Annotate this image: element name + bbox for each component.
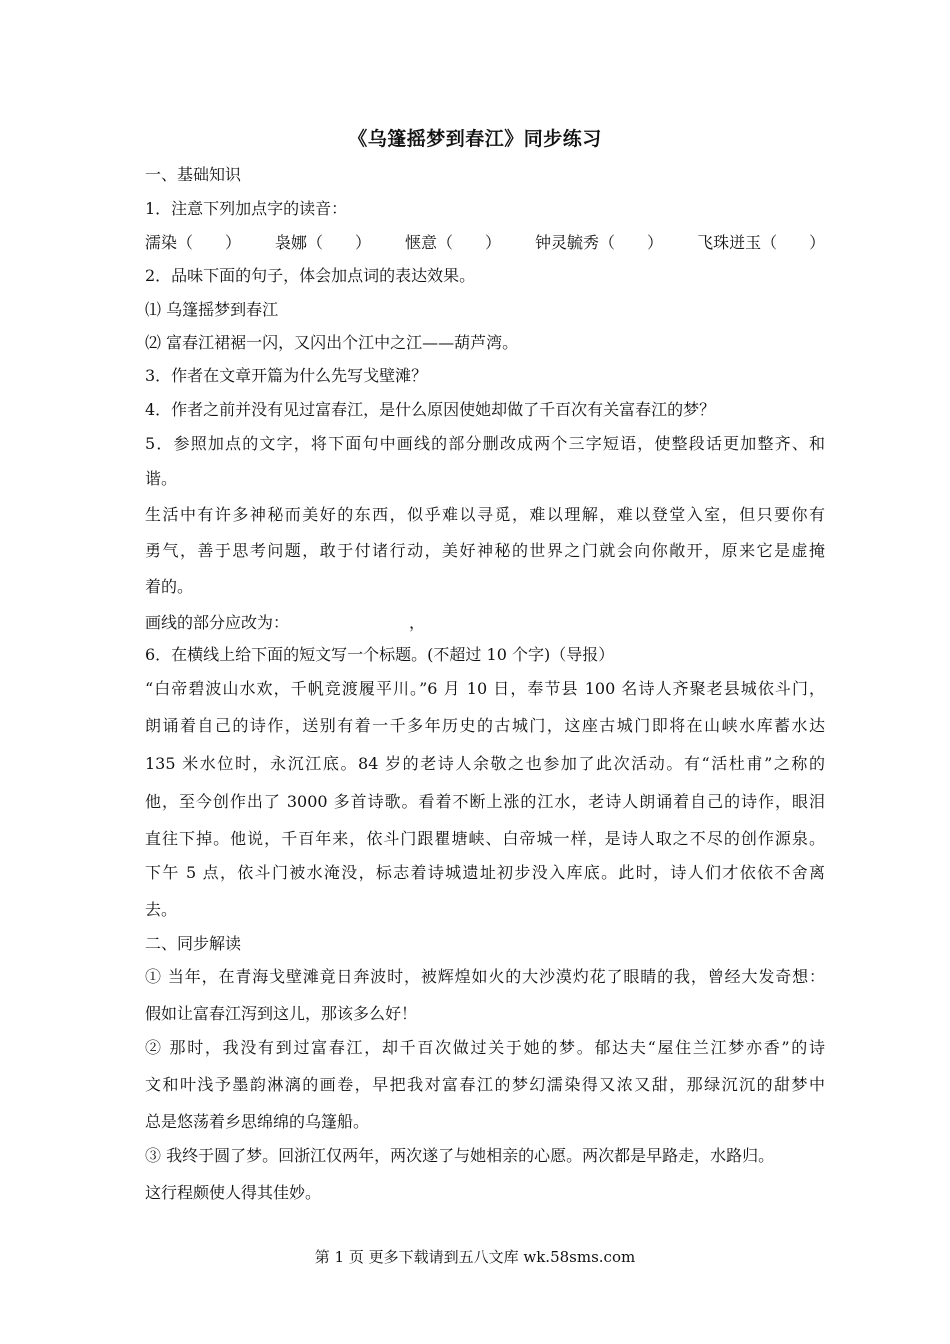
section-heading-reading: 二、同步解读 [145,934,242,953]
page-footer: 第 1 页 更多下载请到五八文库 wk.58sms.com [314,1248,636,1266]
question-6-passage: “白帝碧波山水欢，千帆竞渡履平川。”6 月 10 日，奉节县 100 名诗人齐聚老县城依斗门， [145,679,825,698]
question-2: 2．品味下面的句子，体会加点词的表达效果。 [145,266,476,285]
reading-paragraph-2: ② 那时，我没有到过富春江，却千百次做过关于她的梦。郁达夫“屋住兰江梦亦香”的诗 [145,1038,825,1057]
reading-paragraph-2: 总是悠荡着乡思绵绵的乌篷船。 [145,1112,370,1131]
question-5-passage: 着的。 [145,577,194,596]
question-1-items [145,230,825,253]
reading-item: 濡染（ ） [145,233,242,252]
question-6-passage: 朗诵着自己的诗作，送别有着一千多年历史的古城门，这座古城门即将在山峡水库蓄水达 [145,716,825,735]
reading-item: 飞珠迸玉（ ） [697,233,826,252]
question-4: 4．作者之前并没有见过富春江，是什么原因使她却做了千百次有关富春江的梦？ [145,400,716,419]
page-title: 《乌篷摇梦到春江》同步练习 [348,128,602,150]
question-3: 3．作者在文章开篇为什么先写戈壁滩？ [145,366,428,385]
reading-item: 惬意（ ） [405,233,502,252]
section-heading-basics: 一、基础知识 [145,165,242,184]
question-5-passage: 生活中有许多神秘而美好的东西，似乎难以寻觅，难以理解，难以登堂入室，但只要你有 [145,505,825,524]
question-5-passage: 勇气，善于思考问题，敢于付诸行动，美好神秘的世界之门就会向你敞开，原来它是虚掩 [145,541,825,560]
reading-paragraph-3: ③ 我终于圆了梦。回浙江仅两年，两次遂了与她相亲的心愿。两次都是早路走，水路归。 [145,1146,775,1165]
question-6: 6．在横线上给下面的短文写一个标题。(不超过 10 个字)（导报） [145,645,615,664]
reading-paragraph-1: 假如让富春江泻到这儿，那该多么好！ [145,1004,418,1023]
question-6-passage: 下午 5 点，依斗门被水淹没，标志着诗城遗址初步没入库底。此时，诗人们才依依不舍离 [145,863,825,882]
question-6-passage: 去。 [145,900,178,919]
question-5: 5．参照加点的文字，将下面句中画线的部分删改成两个三字短语，使整段话更加整齐、和 [145,434,825,453]
question-5-cont: 谐。 [145,469,178,488]
question-6-passage: 直往下掉。他说，千百年来，依斗门跟瞿塘峡、白帝城一样，是诗人取之不尽的创作源泉。 [145,829,825,848]
question-6-passage: 他，至今创作出了 3000 多首诗歌。看着不断上涨的江水，老诗人朗诵着自己的诗作，眼泪 [145,792,825,811]
reading-paragraph-1: ① 当年，在青海戈壁滩竟日奔波时，被辉煌如火的大沙漠灼花了眼睛的我，曾经大发奇想： [145,967,825,986]
reading-item: 袅娜（ ） [275,233,372,252]
question-5-answer: 画线的部分应改为： ， [145,613,426,632]
reading-item: 钟灵毓秀（ ） [535,233,664,252]
question-6-passage: 135 米水位时，永沉江底。84 岁的老诗人余敬之也参加了此次活动。有“活杜甫”之称的 [145,754,825,773]
question-1: 1．注意下列加点字的读音： [145,199,348,218]
question-2-sentence-b: ⑵ 富春江裙裾一闪，又闪出个江中之江——葫芦湾。 [145,333,519,352]
question-2-sentence-a: ⑴ 乌篷摇梦到春江 [145,300,279,319]
reading-paragraph-2: 文和叶浅予墨韵淋漓的画卷，早把我对富春江的梦幻濡染得又浓又甜，那绿沉沉的甜梦中 [145,1075,825,1094]
reading-paragraph-3: 这行程颇使人得其佳妙。 [145,1183,322,1202]
